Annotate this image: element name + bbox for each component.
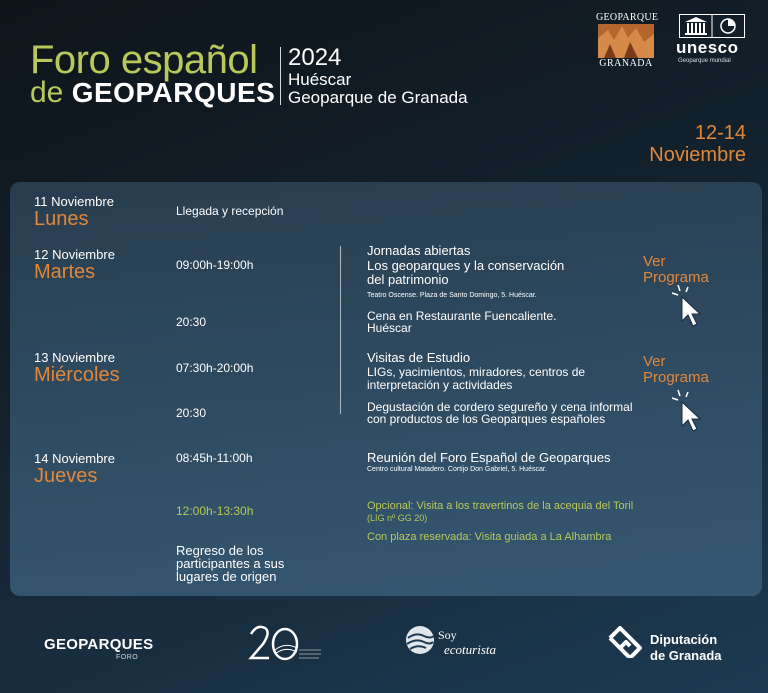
day3-event2-line2: con productos de los Geoparques españoles — [367, 412, 606, 426]
day4-event2-line2: (LIG nº GG 20) — [367, 513, 428, 523]
day4-return-line1: Regreso de los — [176, 543, 264, 558]
unesco-temple-icon — [679, 14, 745, 38]
twenty-anniversary-logo — [245, 620, 325, 668]
day2-event1-title: Jornadas abiertas — [367, 243, 471, 258]
day2-event2-line1: Cena en Restaurante Fuencaliente. — [367, 309, 557, 323]
day4-event3: Con plaza reservada: Visita guiada a La Alhambra — [367, 531, 612, 543]
day4-return-line2: participantes a sus — [176, 556, 285, 571]
day4-time2: 12:00h-13:30h — [176, 504, 254, 518]
geopark-granada-logo — [598, 24, 654, 58]
header-divider — [280, 47, 281, 105]
day4-name: Jueves — [34, 465, 98, 487]
day4-event2-line1: Opcional: Visita a los travertinos de la acequia del Toril — [367, 500, 634, 512]
day3-event1-line3: interpretación y actividades — [367, 378, 513, 392]
soy-ecoturista-globe-icon — [404, 624, 436, 656]
day4-event1-title: Reunión del Foro Español de Geoparques — [367, 450, 611, 465]
day4-return-line3: lugares de origen — [176, 569, 277, 584]
event-town: Huéscar — [288, 70, 352, 89]
title-foro-espanol: Foro español — [30, 38, 258, 82]
title-geoparques: GEOPARQUES — [71, 77, 276, 108]
event-geopark: Geoparque de Granada — [288, 88, 468, 107]
ver-programa-1-line2[interactable]: Programa — [643, 269, 709, 286]
day3-time1: 07:30h-20:00h — [176, 361, 254, 375]
unesco-subtitle: Geoparque mundial — [678, 58, 731, 64]
day1-arrival: Llegada y recepción — [176, 204, 284, 218]
day2-event1-subtitle: Los geoparques y la conservación — [367, 258, 565, 273]
day3-event1-title: Visitas de Estudio — [367, 350, 471, 365]
ver-programa-2-line2[interactable]: Programa — [643, 369, 709, 386]
title-de-geoparques — [30, 76, 275, 110]
footer-diputacion-line1: Diputación — [650, 632, 718, 647]
footer-soy-text: Soy — [438, 628, 457, 642]
event-month: Noviembre — [649, 144, 746, 166]
day2-event2-line2: Huéscar — [367, 321, 412, 335]
day4-event1-place: Centro cultural Matadero. Cortijo Don Gabriel, 5. Huéscar. — [367, 466, 547, 473]
title-de: de — [30, 76, 64, 109]
footer-diputacion-line2: de Granada — [650, 648, 722, 663]
event-dates: 12-14 — [694, 122, 746, 144]
ver-programa-1-line1[interactable]: Ver — [643, 253, 666, 270]
footer-ecoturista-text: ecoturista — [444, 642, 496, 657]
unesco-logo-text: unesco — [676, 38, 739, 57]
day2-event1-place: Teatro Oscense. Plaza de Santo Domingo, 5. Huéscar. — [367, 292, 537, 299]
ver-programa-link-1[interactable] — [643, 254, 709, 286]
schedule-divider — [340, 246, 341, 414]
ver-programa-link-2[interactable] — [643, 354, 709, 386]
day2-name: Martes — [34, 261, 96, 283]
day2-time1: 09:00h-19:00h — [176, 258, 254, 272]
day4-date: 14 Noviembre — [34, 451, 115, 466]
ver-programa-2-line1[interactable]: Ver — [643, 353, 666, 370]
day4-time1: 08:45h-11:00h — [176, 451, 253, 465]
day1-name: Lunes — [34, 208, 89, 230]
day2-event1-subtitle2: del patrimonio — [367, 272, 449, 287]
geopark-logo-top-text: GEOPARQUE — [596, 12, 659, 23]
click-cursor-icon — [670, 283, 704, 329]
event-year: 2024 — [288, 44, 342, 71]
day3-name: Miércoles — [34, 364, 120, 386]
day3-event1-line2: LIGs, yacimientos, miradores, centros de — [367, 365, 586, 379]
click-cursor-icon — [670, 388, 704, 434]
day3-event2-line1: Degustación de cordero segureño y cena informal — [367, 400, 633, 414]
day2-date: 12 Noviembre — [34, 247, 115, 262]
footer-geoparques-logo: GEOPARQUES — [44, 636, 154, 653]
day3-time2: 20:30 — [176, 406, 207, 420]
diputacion-granada-icon — [606, 626, 644, 658]
day1-date: 11 Noviembre — [34, 194, 114, 209]
day3-date: 13 Noviembre — [34, 350, 115, 365]
footer-foro-label: FORO — [116, 654, 139, 661]
day2-time2: 20:30 — [176, 315, 207, 329]
geopark-logo-bottom-text: GRANADA — [599, 58, 653, 69]
